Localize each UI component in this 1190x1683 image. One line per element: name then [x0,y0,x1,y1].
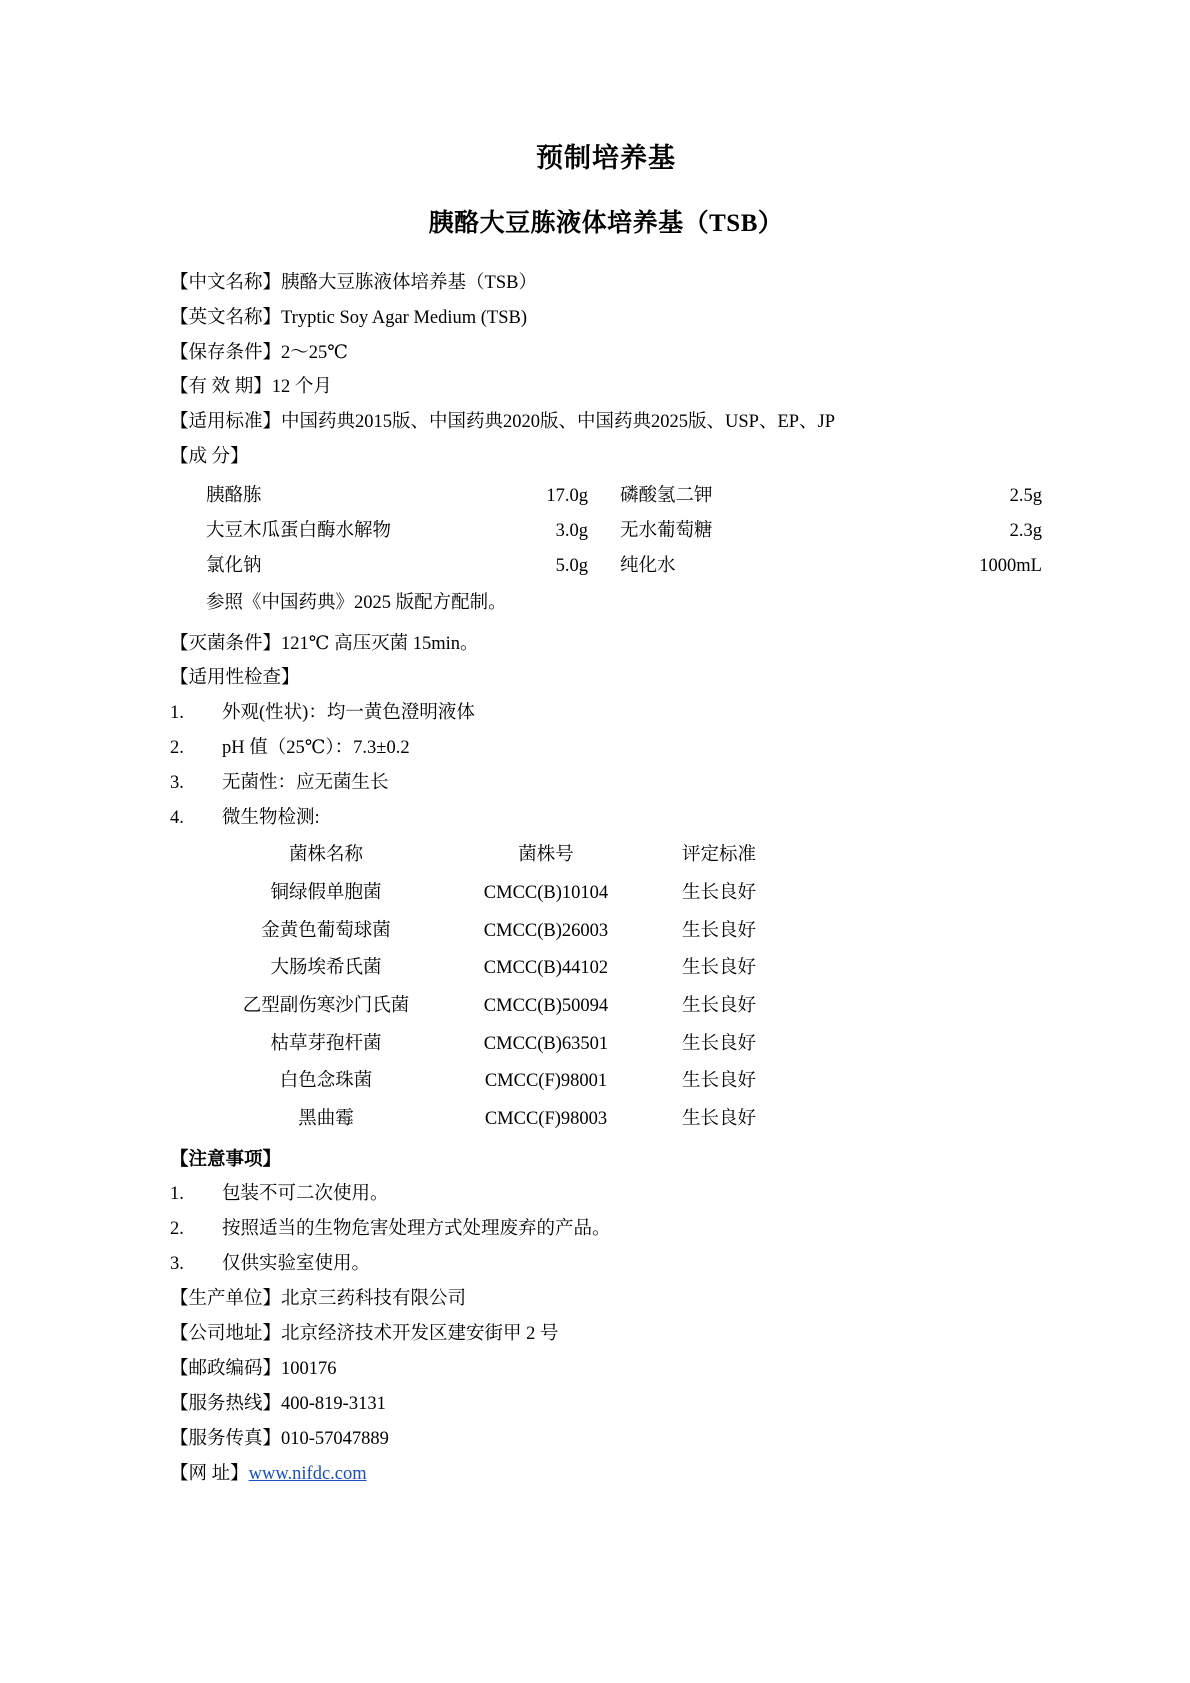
strain-name: 大肠埃希氏菌 [270,958,382,979]
list-item-number: 2. [170,738,184,758]
composition-value: 2.3g [1009,520,1042,541]
field-chinese-name [170,266,1042,301]
strain-criteria: 生长良好 [681,1071,756,1092]
list-item-text: 无菌性：应无菌生长 [222,772,389,793]
column-header-criteria: 评定标准 [681,845,756,866]
composition-name: 磷酸氢二钾 [620,485,713,506]
composition-name: 胰酪胨 [206,485,262,506]
list-item-number: 4. [170,807,184,828]
field-address-label: 【公司地址】 [170,1323,282,1344]
strain-id: CMCC(B)63501 [483,1033,609,1054]
website-link[interactable]: www.nifdc.com [248,1464,367,1485]
field-hotline [170,1387,1042,1422]
list-item [170,1247,1042,1282]
notes-heading: 【注意事项】 [170,1149,282,1170]
table-row [204,1101,794,1139]
list-item [170,1212,1042,1247]
composition-value: 5.0g [555,556,588,577]
field-sterilization-value: 121℃ 高压灭菌 15min。 [281,633,479,654]
strain-name: 金黄色葡萄球菌 [261,920,391,941]
field-sterilization-label: 【灭菌条件】 [170,633,282,654]
table-row [204,913,794,951]
strain-criteria: 生长良好 [681,882,756,903]
field-fax-label: 【服务传真】 [170,1429,282,1450]
field-postcode-label: 【邮政编码】 [170,1358,282,1379]
column-header-strain-id: 菌株号 [518,845,574,866]
list-item [170,696,1042,731]
list-item [170,731,1042,766]
field-postcode [170,1352,1042,1387]
list-item [170,766,1042,801]
strain-id: CMCC(B)26003 [483,920,609,941]
composition-value: 2.5g [1009,485,1042,506]
field-website-label: 【网 址】 [170,1464,249,1485]
field-storage-value: 2～25℃ [281,342,348,363]
strain-name: 黑曲霉 [298,1108,354,1129]
list-item [170,1177,1042,1212]
composition-name: 纯化水 [620,556,676,577]
table-header-row [204,837,794,875]
suitability-list [170,696,1042,835]
field-website [170,1457,1042,1492]
column-header-strain-name: 菌株名称 [288,845,363,866]
list-item-number: 3. [170,1253,184,1274]
field-address-value: 北京经济技术开发区建安街甲 2 号 [281,1323,559,1344]
composition-heading: 【成 分】 [170,446,249,467]
list-item-text: pH 值（25℃）：7.3±0.2 [222,738,410,758]
field-shelf-life-value: 12 个月 [271,377,332,398]
field-hotline-value: 400-819-3131 [281,1394,386,1415]
strain-id: CMCC(F)98001 [484,1071,608,1092]
field-manufacturer-label: 【生产单位】 [170,1288,282,1309]
page-subtitle: 胰酪大豆胨液体培养基（TSB） [428,209,784,237]
strain-criteria: 生长良好 [681,920,756,941]
table-row [204,988,794,1026]
page-title: 预制培养基 [536,143,676,173]
strain-id: CMCC(B)50094 [483,995,609,1016]
field-standards [170,405,1042,440]
list-item-text: 微生物检测: [222,807,320,828]
table-row [204,1063,794,1101]
field-english-name [170,301,1042,336]
suitability-heading: 【适用性检查】 [170,668,300,689]
list-item-number: 2. [170,1219,184,1240]
list-item-text: 包装不可二次使用。 [222,1184,389,1205]
field-postcode-value: 100176 [281,1358,337,1379]
field-sterilization [170,627,1042,662]
list-item-text: 仅供实验室使用。 [222,1253,371,1274]
field-shelf-life [170,370,1042,405]
field-manufacturer [170,1282,1042,1317]
strain-table [204,837,794,1138]
strain-name: 枯草芽孢杆菌 [270,1033,382,1054]
list-item-text: 按照适当的生物危害处理方式处理废弃的产品。 [222,1219,611,1240]
field-english-name-value: Tryptic Soy Agar Medium (TSB) [281,307,528,328]
composition-value: 3.0g [555,520,588,541]
strain-criteria: 生长良好 [681,1108,756,1129]
field-chinese-name-value: 胰酪大豆胨液体培养基（TSB） [281,273,537,293]
composition-name: 大豆木瓜蛋白酶水解物 [206,520,392,541]
strain-criteria: 生长良好 [681,1033,756,1054]
composition-name: 无水葡萄糖 [620,520,713,541]
field-address [170,1317,1042,1352]
list-item-number: 3. [170,772,184,793]
strain-id: CMCC(B)44102 [483,958,609,979]
composition-note: 参照《中国药典》2025 版配方配制。 [206,593,507,614]
list-item [170,801,1042,836]
notes-list [170,1177,1042,1281]
strain-id: CMCC(B)10104 [483,882,609,903]
strain-name: 乙型副伤寒沙门氏菌 [242,995,410,1016]
list-item-number: 1. [170,703,184,724]
composition-value: 17.0g [546,485,588,506]
strain-name: 铜绿假单胞菌 [270,882,382,903]
table-row [206,514,1042,549]
composition-name: 氯化钠 [206,556,262,577]
composition-table [206,479,1042,585]
field-fax-value: 010-57047889 [281,1429,389,1450]
field-storage [170,336,1042,371]
field-storage-label: 【保存条件】 [170,342,282,363]
field-manufacturer-value: 北京三药科技有限公司 [281,1288,467,1309]
composition-value: 1000mL [979,556,1042,577]
table-row [204,875,794,913]
list-item-number: 1. [170,1184,184,1205]
table-row [206,549,1042,584]
field-fax [170,1422,1042,1457]
strain-criteria: 生长良好 [681,995,756,1016]
field-chinese-name-label: 【中文名称】 [170,273,282,293]
field-standards-value: 中国药典2015版、中国药典2020版、中国药典2025版、USP、EP、JP [281,412,836,433]
field-english-name-label: 【英文名称】 [170,307,282,328]
strain-id: CMCC(F)98003 [484,1108,608,1129]
table-row [204,1026,794,1064]
field-standards-label: 【适用标准】 [170,412,282,433]
strain-criteria: 生长良好 [681,958,756,979]
field-shelf-life-label: 【有 效 期】 [170,377,272,398]
list-item-text: 外观(性状)：均一黄色澄明液体 [222,703,475,724]
table-row [206,479,1042,514]
strain-name: 白色念珠菌 [279,1071,373,1092]
field-hotline-label: 【服务热线】 [170,1394,282,1415]
table-row [204,950,794,988]
